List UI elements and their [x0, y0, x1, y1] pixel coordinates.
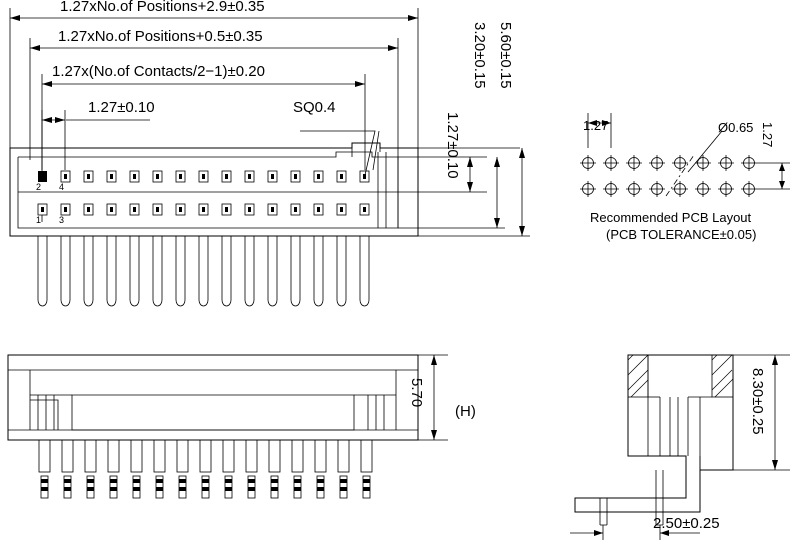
top-view-pin-row-2 [38, 204, 369, 215]
front-view-pins [39, 440, 372, 498]
dim-line-pitch [42, 117, 150, 123]
dim-label-v560: 5.60±0.15 [497, 22, 514, 89]
dim-label-v127: 1.27±0.10 [444, 112, 461, 179]
dim-label-front-h-tag: (H) [455, 403, 476, 420]
pcb-dim-row [757, 163, 790, 189]
pcb-caption-line2: (PCB TOLERANCE±0.05) [606, 227, 757, 242]
pin-label-1: 1 [36, 215, 42, 225]
dim-label-sq04: SQ0.4 [293, 99, 336, 116]
pcb-label-pitch: 1.27 [583, 118, 609, 133]
dim-v-560 [519, 148, 525, 236]
dim-label-side-250: 2.50±0.25 [653, 515, 720, 532]
dim-side-830 [700, 355, 790, 470]
dim-label-side-830: 8.30±0.25 [749, 368, 766, 435]
side-view-hatch-left [628, 355, 648, 397]
pin-label-4: 4 [59, 182, 65, 192]
leader-sq04 [300, 131, 375, 175]
pcb-hole-row-bottom [580, 181, 757, 197]
dim-label-top-a: 1.27xNo.of Positions+2.9±0.35 [60, 0, 265, 15]
pin-label-3: 3 [59, 215, 65, 225]
side-view-hatch-right [712, 355, 733, 397]
dim-v-320 [494, 157, 500, 228]
pcb-caption-line1: Recommended PCB Layout [590, 210, 752, 225]
pcb-label-row: 1.27 [760, 122, 775, 148]
dim-line-top-c [42, 81, 365, 87]
dim-v-127 [467, 157, 473, 192]
dim-line-top-b [30, 45, 398, 51]
pin-label-2: 2 [36, 182, 42, 192]
dim-label-front-h: 5.70 [408, 378, 425, 408]
pcb-hole-row-top [580, 155, 757, 171]
pcb-leader-dia [688, 131, 722, 172]
pcb-label-hole: Ø0.65 [718, 120, 754, 135]
dim-label-top-c: 1.27x(No.of Contacts/2−1)±0.20 [52, 63, 265, 80]
dim-label-pitch: 1.27±0.10 [88, 99, 155, 116]
dim-line-top-a [10, 15, 418, 21]
top-view-pin-row-1 [38, 171, 47, 182]
top-view-leads [38, 236, 369, 306]
dim-label-top-b: 1.27xNo.of Positions+0.5±0.35 [58, 28, 263, 45]
dim-label-v320: 3.20±0.15 [471, 22, 488, 89]
